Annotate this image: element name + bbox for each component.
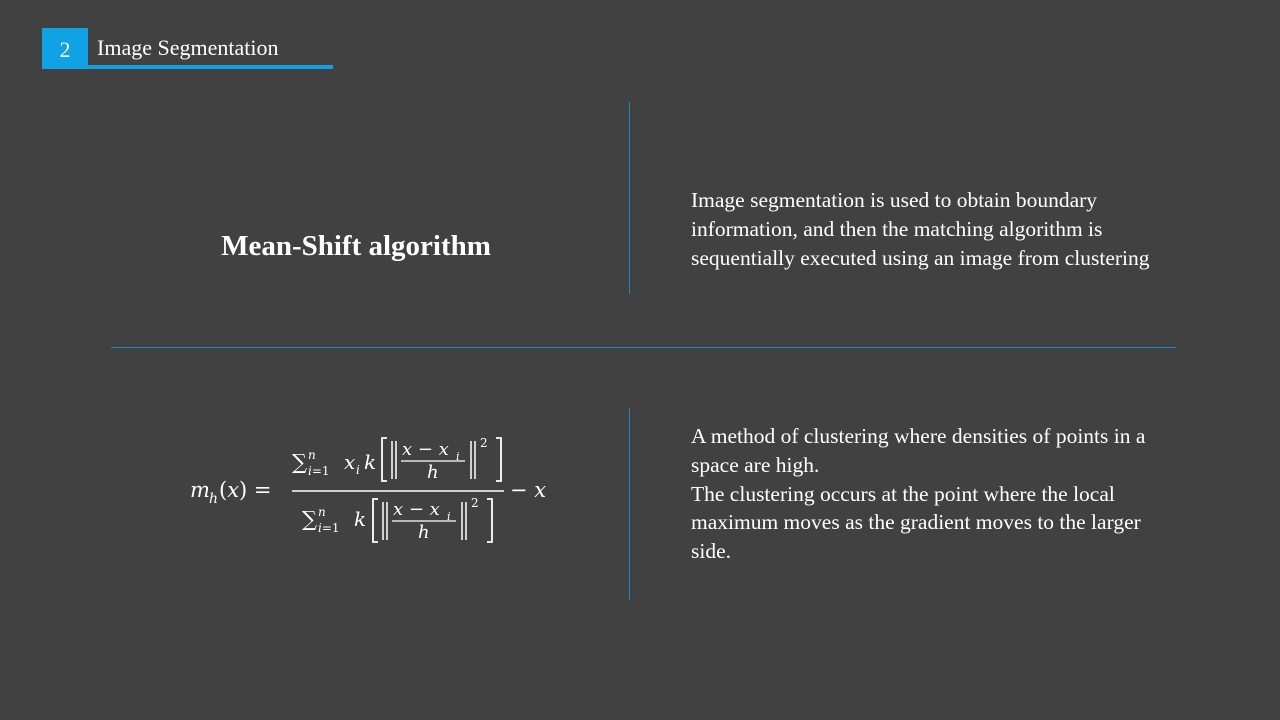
formula-num-xik: x [344,450,356,474]
section-title: Image Segmentation [97,35,279,60]
formula-num-sup: n [308,448,316,462]
section-number-badge: 2 [42,28,88,69]
formula-lhs-m: m [190,478,210,502]
formula-num-k: k [364,450,377,474]
formula-num-sum: ∑ [292,450,307,474]
horizontal-divider [111,347,1176,348]
formula-den-k: k [354,507,367,531]
formula-num-lnorm [392,441,396,479]
formula-num-square: 2 [480,436,488,450]
mean-shift-formula [180,425,560,555]
formula-den-frac-top-sub: i [447,510,451,523]
vertical-divider-top [629,102,630,294]
formula-den-rnorm [462,502,466,540]
formula-den-sum: ∑ [302,507,317,531]
formula-num-sub: i=1 [308,464,330,478]
formula-den-sup: n [318,505,326,519]
segmentation-description [691,186,1171,272]
vertical-divider-bottom [629,408,630,600]
mean-shift-description-line-1: A method of clustering where densities of points in a space are high. [691,424,1146,477]
formula-den-square: 2 [471,496,479,510]
formula-den-lbracket [373,499,378,542]
title-underline [42,65,333,69]
formula-lhs-sub-h: h [209,491,219,507]
algorithm-heading: Mean-Shift algorithm [221,230,491,262]
formula-num-rnorm [471,441,475,479]
formula-graphic [180,425,560,555]
formula-num-frac-bottom: h [427,462,439,483]
formula-den-lnorm [383,502,387,540]
mean-shift-description-line-2: The clustering occurs at the point where the local maximum moves as the gradient moves to the larger side. [691,481,1141,564]
formula-num-frac-top-sub: i [456,450,460,463]
formula-tail: − x [510,478,547,502]
segmentation-description-text: Image segmentation is used to obtain boundary information, and then the matching algorithm is sequentially executed using an image from clustering [691,188,1150,270]
formula-num-rbracket [496,438,501,481]
formula-den-frac-top: x − x [393,499,440,520]
formula-num-xi-sub: i [356,463,360,477]
formula-den-rbracket [487,499,492,542]
formula-den-frac-bottom: h [418,522,430,543]
formula-num-lbracket [382,438,387,481]
formula-den-sub: i=1 [318,521,340,535]
formula-lhs-args: (x) = [219,478,272,502]
mean-shift-description [691,422,1171,566]
formula-num-frac-top: x − x [402,439,449,460]
